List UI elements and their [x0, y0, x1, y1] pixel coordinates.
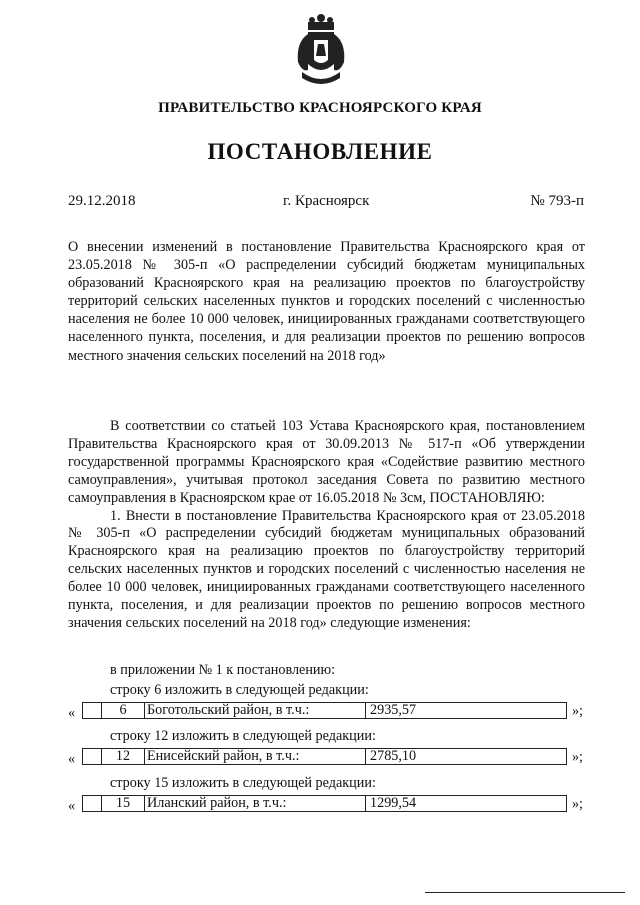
coat-of-arms-icon [294, 12, 348, 88]
document-subject: О внесении изменений в постановление Правительства Красноярского края от 23.05.2018 № 305-п «О распределении субсидий бюджетам муниципальных образований Красноярского края на реализацию проектов по благоустройству территорий сельских населенных пунктов и городских поселений с численностью населения не более 10 000 человек, инициированных гражданами соответствующего населенного пункта, поселения, и для реализации проектов по решению вопросов местного значения сельских поселений на 2018 год» [68, 239, 585, 364]
row-name: Иланский район, в т.ч.: [143, 796, 366, 811]
close-quote: »; [571, 796, 583, 812]
row-number: 15 [101, 796, 145, 811]
close-quote: »; [571, 703, 583, 719]
document-number: № 793-п [530, 193, 584, 209]
open-quote: « [68, 798, 76, 814]
change-instruction: строку 15 изложить в следующей редакции: [110, 775, 376, 791]
table-box [82, 795, 567, 812]
item-1-paragraph: 1. Внести в постановление Правительства Красноярского края от 23.05.2018 № 305-п «О распределении субсидий бюджетам муниципальных образований Красноярского края на реализацию проектов по благоустройству территорий сельских населенных пунктов и городских поселений с численностью населения не более 10 000 человек, инициированных гражданами соответствующего населенного пункта, поселения, и для реализации проектов по решению вопросов местного значения сельских поселений на 2018 год» следующие изменения: [68, 507, 585, 631]
row-value: 2935,57 [370, 702, 417, 718]
table-row [68, 702, 585, 719]
preamble-paragraph: В соответствии со статьей 103 Устава Красноярского края, постановлением Правительства Красноярского края от 30.09.2013 № 517-п «Об утверждении государственной программы Красноярского края «Содействие развитию местного самоуправления», учитывая протокол заседания Совета по развитию местного самоуправления в Красноярском крае от 16.05.2018 № 3см, ПОСТАНОВЛЯЮ: [68, 418, 585, 506]
appendix-line: в приложении № 1 к постановлению: [110, 662, 336, 678]
table-row [68, 748, 585, 765]
close-quote: »; [571, 749, 583, 765]
document-body [68, 418, 585, 633]
table-row [68, 795, 585, 812]
open-quote: « [68, 705, 76, 721]
document-date: 29.12.2018 [68, 193, 136, 209]
organization-title: ПРАВИТЕЛЬСТВО КРАСНОЯРСКОГО КРАЯ [158, 100, 482, 116]
change-instruction: строку 6 изложить в следующей редакции: [110, 682, 369, 698]
row-name: Боготольский район, в т.ч.: [143, 703, 366, 718]
change-instruction: строку 12 изложить в следующей редакции: [110, 728, 376, 744]
row-name: Енисейский район, в т.ч.: [143, 749, 366, 764]
row-value: 2785,10 [370, 748, 417, 764]
footer-rule [425, 892, 625, 893]
table-box [82, 748, 567, 765]
open-quote: « [68, 751, 76, 767]
table-box [82, 702, 567, 719]
document-type-title: ПОСТАНОВЛЕНИЕ [207, 139, 433, 164]
row-number: 6 [101, 703, 145, 718]
document-city: г. Красноярск [283, 193, 370, 209]
row-number: 12 [101, 749, 145, 764]
row-value: 1299,54 [370, 795, 417, 811]
